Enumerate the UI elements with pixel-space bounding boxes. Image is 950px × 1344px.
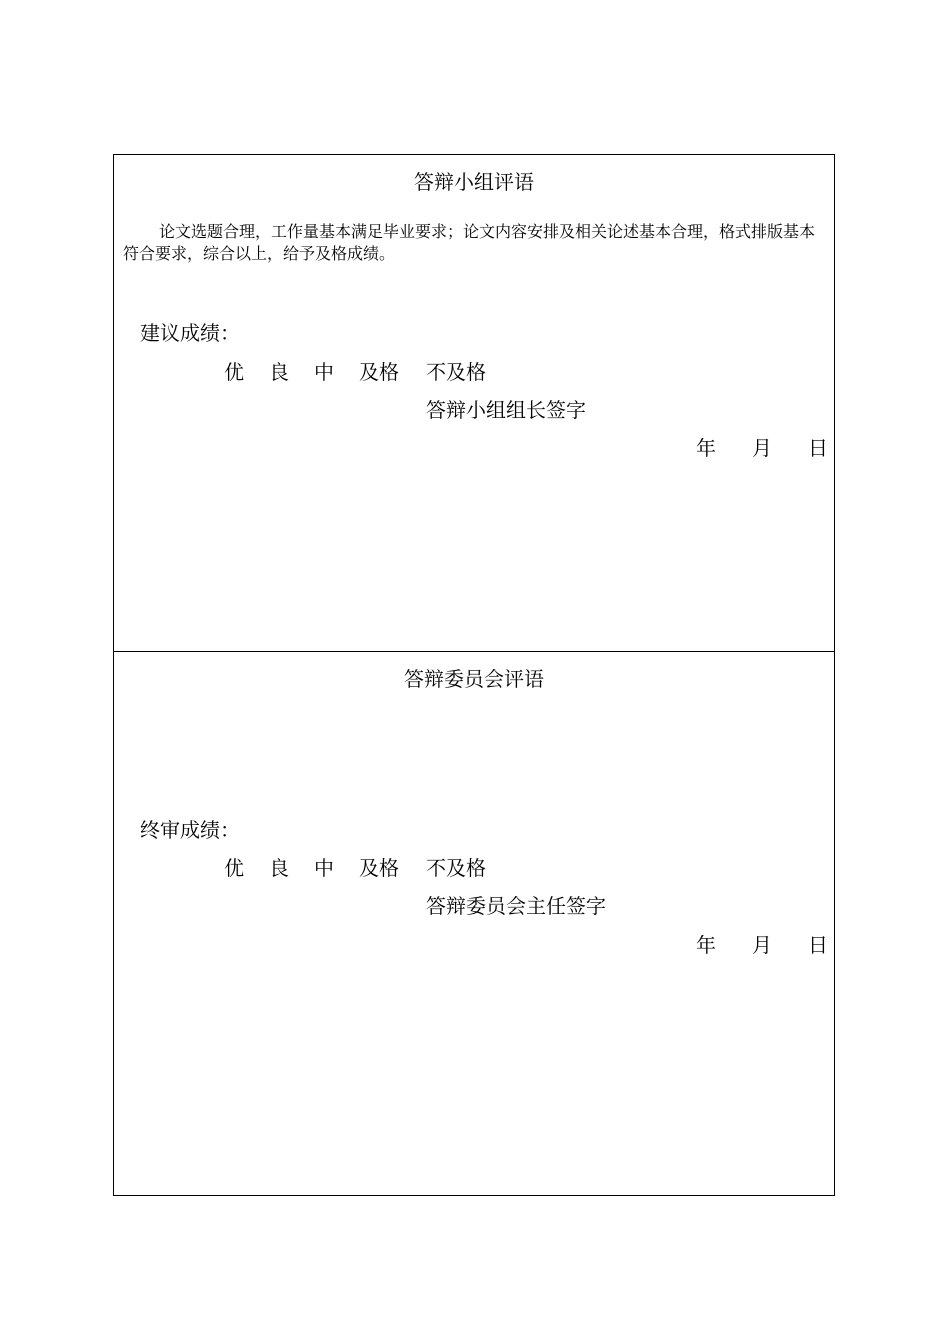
committee-chair-signature-label: 答辩委员会主任签字 — [426, 894, 606, 918]
grade-option-good: 良 — [269, 360, 289, 384]
grade-option-fail: 不及格 — [426, 856, 486, 880]
final-grade-label: 终审成绩： — [140, 818, 240, 842]
group-leader-signature-label: 答辩小组组长签字 — [426, 398, 586, 422]
date-year-label: 年 — [696, 436, 716, 460]
date-day-label: 日 — [808, 933, 828, 957]
group-review-title: 答辩小组评语 — [414, 170, 534, 194]
grade-option-pass: 及格 — [359, 856, 399, 880]
grade-option-medium: 中 — [314, 360, 334, 384]
grade-option-medium: 中 — [314, 856, 334, 880]
date-day-label: 日 — [808, 436, 828, 460]
suggested-grade-label: 建议成绩： — [140, 321, 240, 345]
date-month-label: 月 — [752, 436, 772, 460]
grade-option-fail: 不及格 — [426, 360, 486, 384]
grade-option-excellent: 优 — [224, 856, 244, 880]
defense-review-form — [113, 154, 835, 1196]
date-month-label: 月 — [752, 933, 772, 957]
grade-option-pass: 及格 — [359, 360, 399, 384]
grade-option-good: 良 — [269, 856, 289, 880]
committee-review-section — [114, 651, 834, 1195]
date-year-label: 年 — [696, 933, 716, 957]
committee-review-title: 答辩委员会评语 — [404, 667, 544, 691]
grade-option-excellent: 优 — [224, 360, 244, 384]
group-review-section — [114, 155, 834, 652]
group-review-comment: 论文选题合理，工作量基本满足毕业要求；论文内容安排及相关论述基本合理，格式排版基本符合要求，综合以上，给予及格成绩。 — [123, 222, 816, 263]
